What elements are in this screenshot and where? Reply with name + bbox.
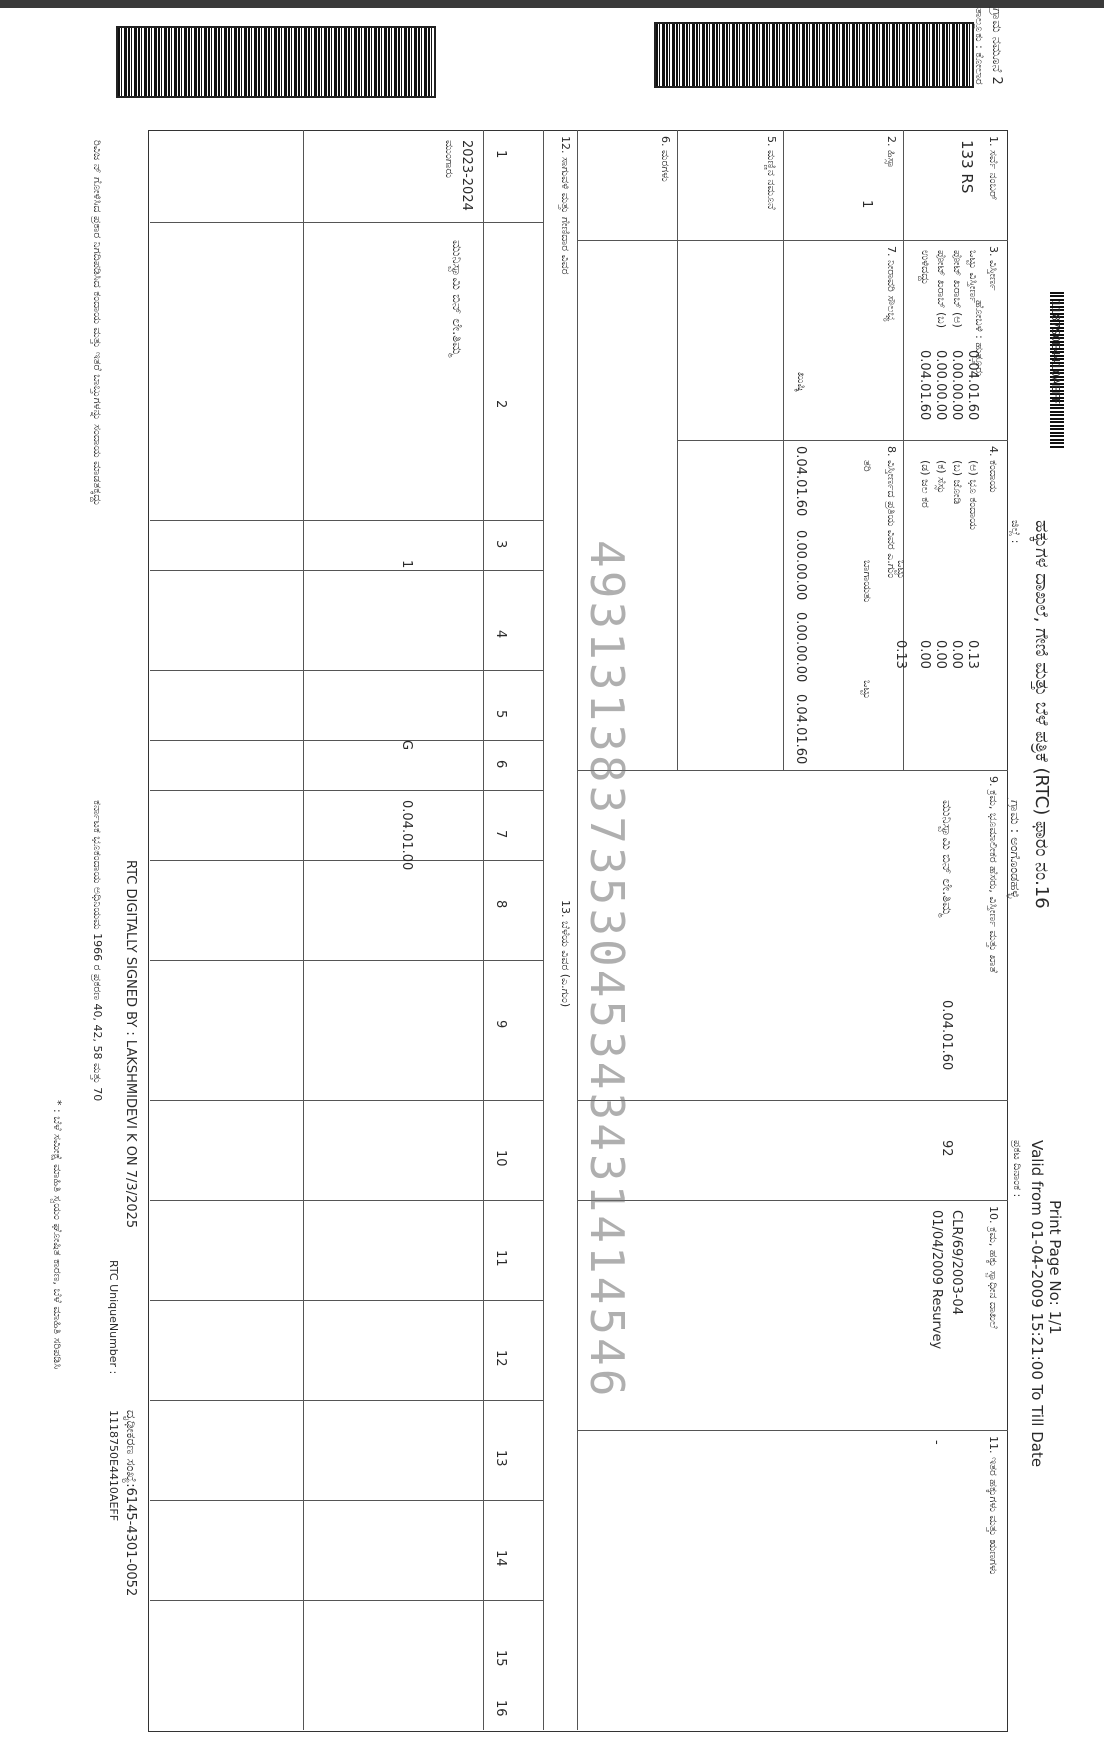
land-value: 0.00.00.00 — [793, 530, 808, 601]
tax-row-label: (ಕ) ಸೆಸ್ಸು — [935, 460, 948, 494]
hobli-label: ಹೋಬಳಿ : ಹುತ್ತೂರು — [973, 300, 986, 377]
mutation-ref-2: 01/04/2009 Resurvey — [929, 1210, 944, 1350]
hissa-header: 2. ಹಿಸ್ಸಾ — [885, 136, 898, 169]
soil-header: 5. ಮಣ್ಣಿನ ನಮೂನೆ — [765, 136, 778, 210]
print-page-no: Print Page No: 1/1 — [1046, 1200, 1064, 1335]
tax-row-label: (ಬ) ಜೋಡಿ — [951, 460, 964, 505]
tax-total: 0.13 — [893, 640, 908, 669]
land-value: 0.04.01.60 — [793, 446, 808, 517]
crop-details-header: 13. ಬೆಳೆಯ ವಿವರ (ಎ.ಗುಂ) — [559, 900, 572, 1008]
footer-note-1: ರಿವಿಜ ನ್ ಗೋಳಿಸಿದ ಪ್ರಕಾರ ನಿಗದಿಪಡಿಸಿದ ಕಂದಾಯ ಮತ್ತು ಇತರೆ ಬಾಬ್ತುಗಳನ್ನು ಸಂದಾಯ ಮಾಡತಕ್ಕದ್ದು — [91, 140, 104, 506]
remarks-header: 10. ಕ್ರಮ, ಹಕ್ಕು ಸ್ವಾಧೀನ ದಾಖಲೆ — [987, 1206, 1000, 1329]
area-value: 0.00.00.00 — [933, 350, 948, 421]
col-number: 8 — [493, 900, 508, 909]
land-type-header: 8. ವಿಸ್ತೀರ್ಣದ ಪ್ರತಿಯ ವಿವರ ಎ.ಗುಂ — [885, 446, 898, 579]
mutation-ref-1: CLR/69/2003-04 — [949, 1210, 964, 1315]
hissa-value: 1 — [859, 200, 874, 209]
village-form-label: ಗ್ರಾಮ ನಮೂನೆ 2 — [989, 8, 1004, 85]
area-row-label: ಒಟ್ಟು ವಿಸ್ತೀರ್ಣ — [967, 250, 980, 303]
irrigation-header: 7. ನೀರಾವರಿ ಸೌಲಭ್ಯ — [885, 246, 898, 322]
land-label-tari: ತರಿ — [861, 460, 874, 472]
tax-row-label: (ಅ) ಭೂ ಕಂದಾಯ — [967, 460, 980, 530]
rights-header: 11. ಇತರ ಹಕ್ಕುಗಳು ಮತ್ತು ಋಣಗಳು — [987, 1436, 1000, 1575]
col-number: 7 — [493, 830, 508, 839]
valid-from: Valid from 01-04-2009 15:21:00 To Till Date — [1028, 1140, 1046, 1468]
village-label: ಗ್ರಾಮ : ಅಂಗೊಂಡಹಳ್ಳಿ — [1007, 800, 1022, 899]
owner-area: 0.04.01.60 — [939, 1000, 954, 1071]
cultivator-name: ಮುನಿಸ್ವಾಮಿ ಬಿನ್ ಲೇ.ತಿಮ್ಮ — [449, 240, 464, 357]
season-header: 12. ಸಾಗುವಳಿ ಮತ್ತು ಗೇಣಿದಾರ ವಿವರ — [559, 136, 572, 275]
crop-class: G — [399, 740, 414, 751]
tax-header: 4. ಕಂದಾಯ — [987, 446, 1000, 493]
unique-number-label: RTC UniqueNumber : — [107, 1260, 120, 1375]
col-number: 11 — [493, 1250, 508, 1267]
col-number: 1 — [493, 150, 508, 159]
survey-no-value: 133 RS — [958, 140, 976, 194]
area-value: 0.00.00.00 — [949, 350, 964, 421]
unique-number-value: 1118750E4410AEFF — [107, 1410, 120, 1522]
land-value: 0.04.01.60 — [793, 694, 808, 765]
area-row-label: ಪೋಟ್ ಖರಾಬ್ (ಬ) — [935, 250, 948, 329]
report-date-label: ಪ್ರಕಟ ದಿನಾಂಕ : — [1011, 1140, 1024, 1198]
col-number: 6 — [493, 760, 508, 769]
col-number: 5 — [493, 710, 508, 719]
tax-value: 0.00 — [949, 640, 964, 669]
land-label-total: ಒಟ್ಟು — [861, 680, 874, 699]
tax-value: 0.00 — [933, 640, 948, 669]
tax-row-label: (ಡ) ಜಲ ಕರ — [919, 460, 932, 508]
survey-no-header: 1. ಸರ್ವೆ ನಂಬರ್ — [987, 136, 1000, 201]
area-value: 0.04.01.60 — [965, 350, 980, 421]
reference-id: ದೃಢೀಕರಣ ಸಂಖ್ಯೆ:6145-4301-0052 — [123, 1410, 138, 1597]
crop-count: 1 — [399, 560, 414, 569]
unique-id-small: 1187S0E4410AEFF — [1049, 300, 1062, 405]
taluk-label: ತಾಲ್ಲೂಕು : ಕೋಲಾರ — [973, 8, 986, 85]
col-number: 3 — [493, 540, 508, 549]
area-header: 3. ವಿಸ್ತೀರ್ಣ — [987, 246, 1000, 291]
col-number: 10 — [493, 1150, 508, 1167]
crop-area: 0.04.01.00 — [399, 800, 414, 871]
land-label-bagayat: ಬಾಗಾಯತು — [861, 560, 874, 603]
col-number: 15 — [493, 1650, 508, 1667]
rtc-table-frame — [148, 130, 1008, 1732]
watermark-number: 4931313837353045343431414546 — [580, 540, 634, 1400]
land-kushki-label: ಖುಷ್ಕಿ — [795, 372, 808, 393]
col-number: 2 — [493, 400, 508, 409]
tax-total-label: ಒಟ್ಟು — [895, 560, 908, 579]
col-number: 12 — [493, 1350, 508, 1367]
col-number: 9 — [493, 1020, 508, 1029]
document-title: ಹಕ್ಕುಗಳ ದಾಖಲೆ, ಗೇಣಿ ಮತ್ತು ಬೆಳೆ ಪತ್ರಿಕೆ (RTC) ಫಾರಂ ನಂ.16 — [1031, 520, 1052, 909]
tax-value: 0.13 — [965, 640, 980, 669]
col-number: 16 — [493, 1700, 508, 1717]
owner-name: ಮುನಿಸ್ವಾಮಿ ಬಿನ್ ಲೇ.ತಿಮ್ಮ — [939, 800, 954, 917]
footer-note-2: ಕರ್ನಾಟಕ ಭೂಕಂದಾಯ ಅಧಿನಿಯಮ 1966 ರ ಪ್ರಕರಣ 40, 42, 58 ಮತ್ತು 70 — [91, 800, 104, 1102]
owner-khata: 92 — [939, 1140, 954, 1157]
area-value: 0.04.01.60 — [917, 350, 932, 421]
col-number: 14 — [493, 1550, 508, 1567]
land-value: 0.00.00.00 — [793, 612, 808, 683]
crop-year: 2023-2024 — [459, 140, 474, 211]
digital-signature: RTC DIGITALLY SIGNED BY : LAKSHMIDEVI K ON 7/3/2025 — [123, 860, 138, 1229]
col-number: 13 — [493, 1450, 508, 1467]
area-row-label: ಪೋಟ್ ಖರಾಬ್ (ಅ) — [951, 250, 964, 328]
tree-header: 6. ಮರಗಳು — [659, 136, 672, 182]
footer-note-3: * : ಬೆಳೆ ಸಮೀಕ್ಷೆ ಮಾಹಿತಿ ಸ್ವಯಂ ಘೋಷಿತ ಕಾರಣ, ಬೆಳೆ ಮಾಹಿತಿ ಸರಿಪಡಿಸಿ — [51, 1100, 64, 1370]
crop-season: ಮುಂಗಾರು — [443, 140, 456, 178]
owner-header: 9. ಕ್ರಮ, ಭೂಮಾಲೀಕರ ಹೆಸರು, ವಿಸ್ತೀರ್ಣ ಮತ್ತು ಖಾತೆ — [987, 776, 1000, 973]
rights-dash: - — [929, 1440, 944, 1445]
col-number: 4 — [493, 630, 508, 639]
district-label: ಜಿಲ್ಲೆ : — [1009, 520, 1022, 544]
tax-value: 0.00 — [917, 640, 932, 669]
area-row-label: ಉಳಿದದ್ದು — [919, 250, 932, 285]
